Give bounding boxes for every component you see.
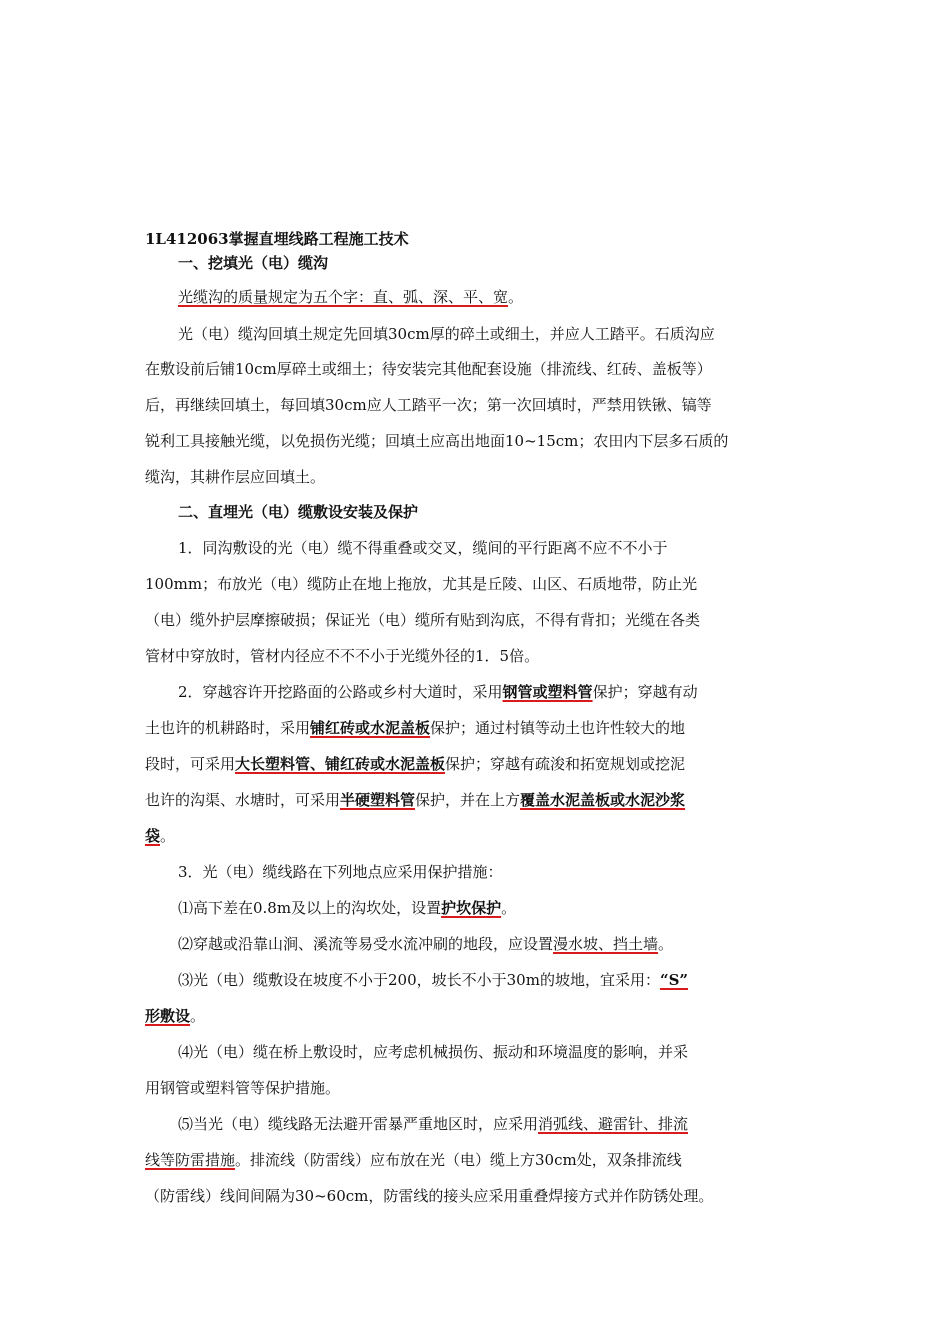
s2-item3-sub5	[145, 1149, 682, 1170]
punct: 。	[160, 827, 176, 845]
highlight-text: 漫水坡、挡土墙	[553, 935, 659, 953]
section-2-heading: 二、直埋光（电）缆敷设安装及保护	[178, 503, 419, 521]
text: 段时，可采用	[145, 755, 236, 773]
s2-item1-line: （电）缆外护层摩擦破损；保证光（电）缆所有贴到沟底，不得有背扣；光缆在各类	[145, 611, 701, 629]
text: 。排流线（防雷线）应布放在光（电）缆上方30cm处，双条排流线	[235, 1151, 682, 1169]
text: 土也许的机耕路时，采用	[145, 719, 311, 737]
highlight-text: 覆盖水泥盖板或水泥沙浆	[520, 791, 686, 809]
s2-item1-line: 1．同沟敷设的光（电）缆不得重叠或交叉，缆间的平行距离不应不不小于	[178, 539, 668, 557]
punct: 。	[190, 1007, 206, 1025]
punct: 。	[501, 899, 517, 917]
section-1-heading: 一、挖填光（电）缆沟	[178, 254, 329, 272]
text: 保护；通过村镇等动土也许性较大的地	[430, 719, 686, 737]
highlight-text: 形敷设	[145, 1007, 191, 1025]
highlight-text: “S”	[659, 971, 689, 989]
s1-quality-rule	[178, 286, 523, 307]
highlight-text: 消弧线、避雷针、排流	[538, 1115, 689, 1133]
s2-item3-sub4: 用钢管或塑料管等保护措施。	[145, 1079, 341, 1097]
text: ⑸当光（电）缆线路无法避开雷暴严重地区时，应采用	[178, 1115, 539, 1133]
s1-paragraph-line: 缆沟，其耕作层应回填土。	[145, 468, 326, 486]
text: 2．穿越容许开挖路面的公路或乡村大道时，采用	[178, 683, 503, 701]
s2-item3-sub5	[178, 1113, 688, 1134]
s2-item2-line	[145, 717, 685, 738]
s2-item1-line: 管材中穿放时，管材内径应不不不小于光缆外径的1．5倍。	[145, 647, 540, 665]
s2-item3-sub4: ⑷光（电）缆在桥上敷设时，应考虑机械损伤、振动和环境温度的影响，并采	[178, 1043, 689, 1061]
s2-item2-line	[178, 681, 698, 702]
text: 也许的沟渠、水塘时，可采用	[145, 791, 341, 809]
highlight-text: 铺红砖或水泥盖板	[310, 719, 431, 737]
s1-paragraph-line: 锐利工具接触光缆，以免损伤光缆；回填土应高出地面10~15cm；农田内下层多石质的	[145, 432, 729, 450]
highlight-text: 线等防雷措施	[145, 1151, 236, 1169]
s1-paragraph-line: 在敷设前后铺10cm厚碎土或细土；待安装完其他配套设施（排流线、红砖、盖板等）	[145, 360, 712, 378]
highlight-text: 钢管或塑料管	[502, 683, 593, 701]
text: 保护；穿越有疏浚和拓宽规划或挖泥	[445, 755, 686, 773]
s2-item1-line: 100mm；布放光（电）缆防止在地上拖放，尤其是丘陵、山区、石质地带，防止光	[145, 575, 698, 593]
highlight-text: 袋	[145, 827, 161, 845]
highlight-text: 护坎保护	[441, 899, 502, 917]
s2-item2-line	[145, 789, 685, 810]
highlight-text: 半硬塑料管	[340, 791, 416, 809]
punct: 。	[658, 935, 674, 953]
s2-item3-sub5: （防雷线）线间间隔为30~60cm，防雷线的接头应采用重叠焊接方式并作防锈处理。	[145, 1187, 714, 1205]
highlight-text: 大长塑料管、铺红砖或水泥盖板	[235, 755, 446, 773]
s2-item3-sub2	[178, 933, 673, 954]
text: ⑵穿越或沿靠山涧、溪流等易受水流冲刷的地段，应设置	[178, 935, 554, 953]
s2-item3-sub3	[178, 969, 688, 990]
s1-paragraph-line: 后，再继续回填土，每回填30cm应人工踏平一次；第一次回填时，严禁用铁锹、镐等	[145, 396, 712, 414]
s1-paragraph-line: 光（电）缆沟回填土规定先回填30cm厚的碎土或细土，并应人工踏平。石质沟应	[178, 325, 715, 343]
s2-item2-line	[145, 753, 685, 774]
text: 保护；穿越有动	[592, 683, 698, 701]
s1-quality-rule-text: 光缆沟的质量规定为五个字：直、弧、深、平、宽	[178, 288, 509, 306]
page-title: 1L412063掌握直埋线路工程施工技术	[145, 230, 409, 248]
s2-item3-sub1	[178, 897, 516, 918]
punct: 。	[508, 288, 524, 306]
s2-item3-sub3-cont	[145, 1005, 205, 1026]
text: 保护，并在上方	[415, 791, 521, 809]
s2-item2-line	[145, 825, 175, 846]
text: ⑴高下差在0.8m及以上的沟坎处，设置	[178, 899, 442, 917]
text: ⑶光（电）缆敷设在坡度不小于200，坡长不小于30m的坡地，宜采用：	[178, 971, 660, 989]
s2-item3-intro: 3．光（电）缆线路在下列地点应采用保护措施：	[178, 863, 503, 881]
